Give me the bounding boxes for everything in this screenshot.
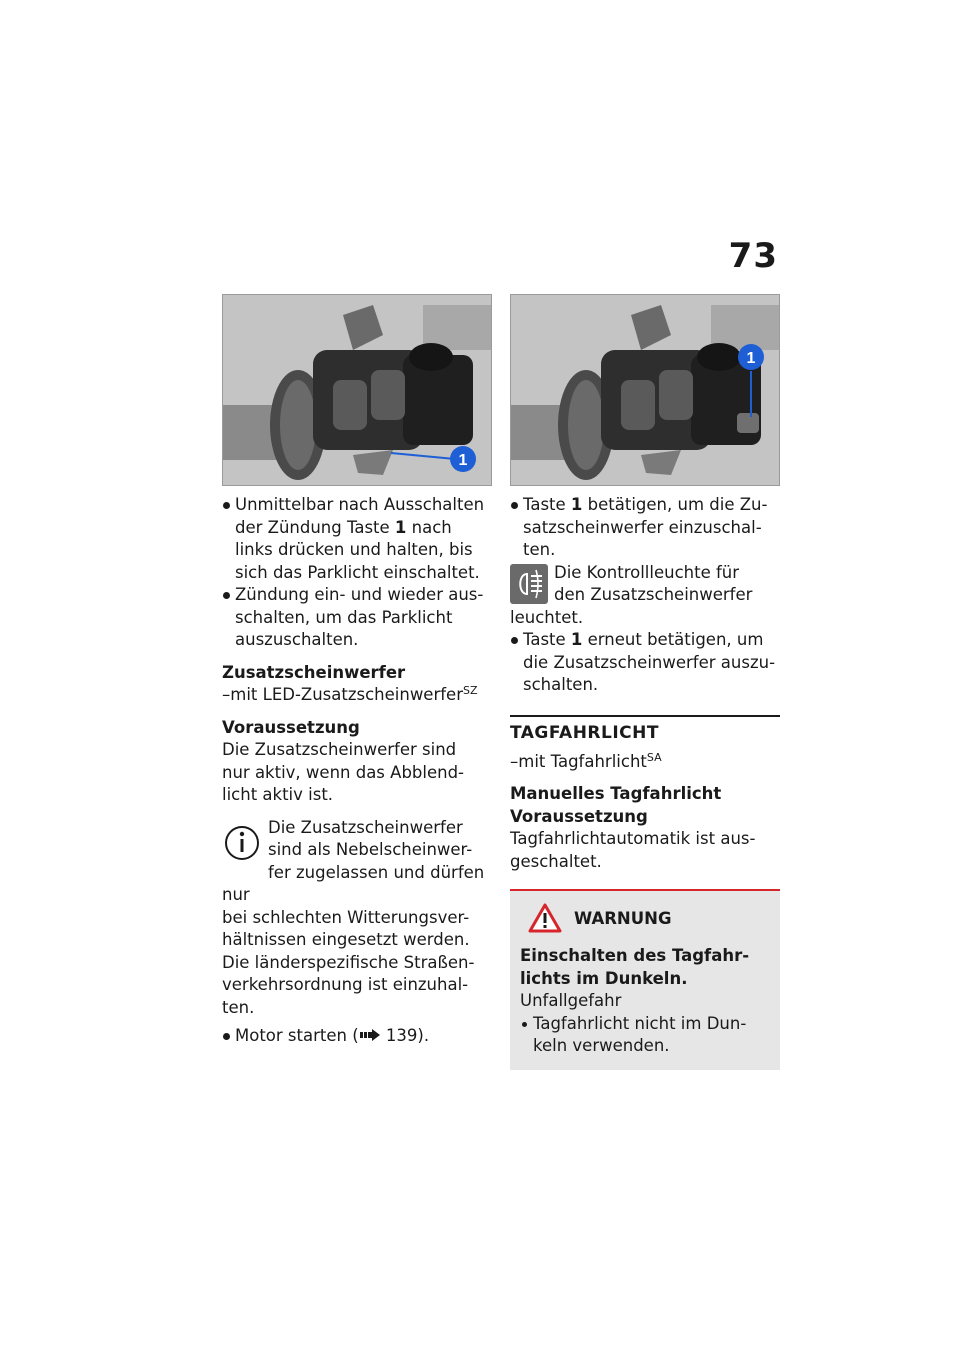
- right-column: [510, 294, 780, 1070]
- photo-callout-label: 1: [458, 452, 468, 469]
- page-number: 73: [728, 236, 778, 276]
- handlebar-photo-right: [510, 294, 780, 486]
- bullet-icon: [223, 1033, 230, 1040]
- option-line: –mit Tagfahrlicht$^{SA}$: [510, 750, 662, 771]
- option-line: –mit LED-Zusatzscheinwerfer$^{SZ}$: [222, 684, 478, 704]
- voraussetzung-text: Tagfahrlichtautomatik ist aus- geschaltet.: [510, 829, 756, 871]
- bullet-icon: [511, 502, 518, 509]
- handlebar-switch-illustration: [511, 295, 779, 485]
- list-item: Zündung ein- und wieder aus- schalten, um das Parklicht auszuschalten.: [222, 584, 492, 652]
- list-item: Tagfahrlicht nicht im Dun- keln verwenden.: [520, 1013, 770, 1058]
- info-note: Die Zusatzscheinwerfer sind als Nebelscheinwer- fer zugelassen und dürfen nur bei schlechten Witterungsver- hältnissen eingesetzt werden. Die länderspezifische Straßen- verkehrsordnung ist einzuhal- ten.: [222, 817, 485, 1017]
- list-item: Taste 1 betätigen, um die Zu- satzscheinwerfer einzuschal- ten.: [510, 494, 780, 562]
- bullet-icon: [522, 1022, 527, 1027]
- heading-voraussetzung: Voraussetzung: [510, 806, 648, 826]
- left-column: [222, 294, 492, 1048]
- bullet-icon: [511, 637, 518, 644]
- heading-zusatzscheinwerfer: Zusatzscheinwerfer: [222, 662, 406, 682]
- list-item: Unmittelbar nach Ausschalten der Zündung Taste 1 nach links drücken und halten, bis sich das Parklicht einschaltet.: [222, 494, 492, 584]
- warning-hazard: Unfallgefahr: [520, 991, 622, 1010]
- handlebar-switch-illustration: [223, 295, 491, 485]
- warning-triangle-icon: [528, 903, 562, 933]
- warning-box: [510, 889, 780, 1070]
- warning-label: WARNUNG: [574, 908, 672, 928]
- warning-title: Einschalten des Tagfahr- lichts im Dunkeln.: [520, 946, 750, 988]
- bullet-icon: [223, 502, 230, 509]
- list-item: Motor starten ( 139).: [222, 1025, 492, 1048]
- photo-callout-label: 1: [746, 350, 756, 367]
- heading-manuelles-tagfahrlicht: Manuelles Tagfahrlicht: [510, 784, 722, 803]
- heading-voraussetzung: Voraussetzung: [222, 717, 360, 737]
- fog-light-indicator-icon: [510, 564, 548, 604]
- indicator-note: Die Kontrollleuchte für den Zusatzscheinwerfer leuchtet.: [510, 562, 753, 627]
- bullet-icon: [223, 592, 230, 599]
- info-icon: [222, 819, 262, 863]
- voraussetzung-text: Die Zusatzscheinwerfer sind nur aktiv, wenn das Abblend- licht aktiv ist.: [222, 740, 465, 804]
- handlebar-photo-left: [222, 294, 492, 486]
- section-title: TAGFAHRLICHT: [510, 715, 780, 745]
- page-reference-arrow-icon: [359, 1028, 381, 1042]
- list-item: Taste 1 erneut betätigen, um die Zusatzscheinwerfer auszu- schalten.: [510, 629, 780, 697]
